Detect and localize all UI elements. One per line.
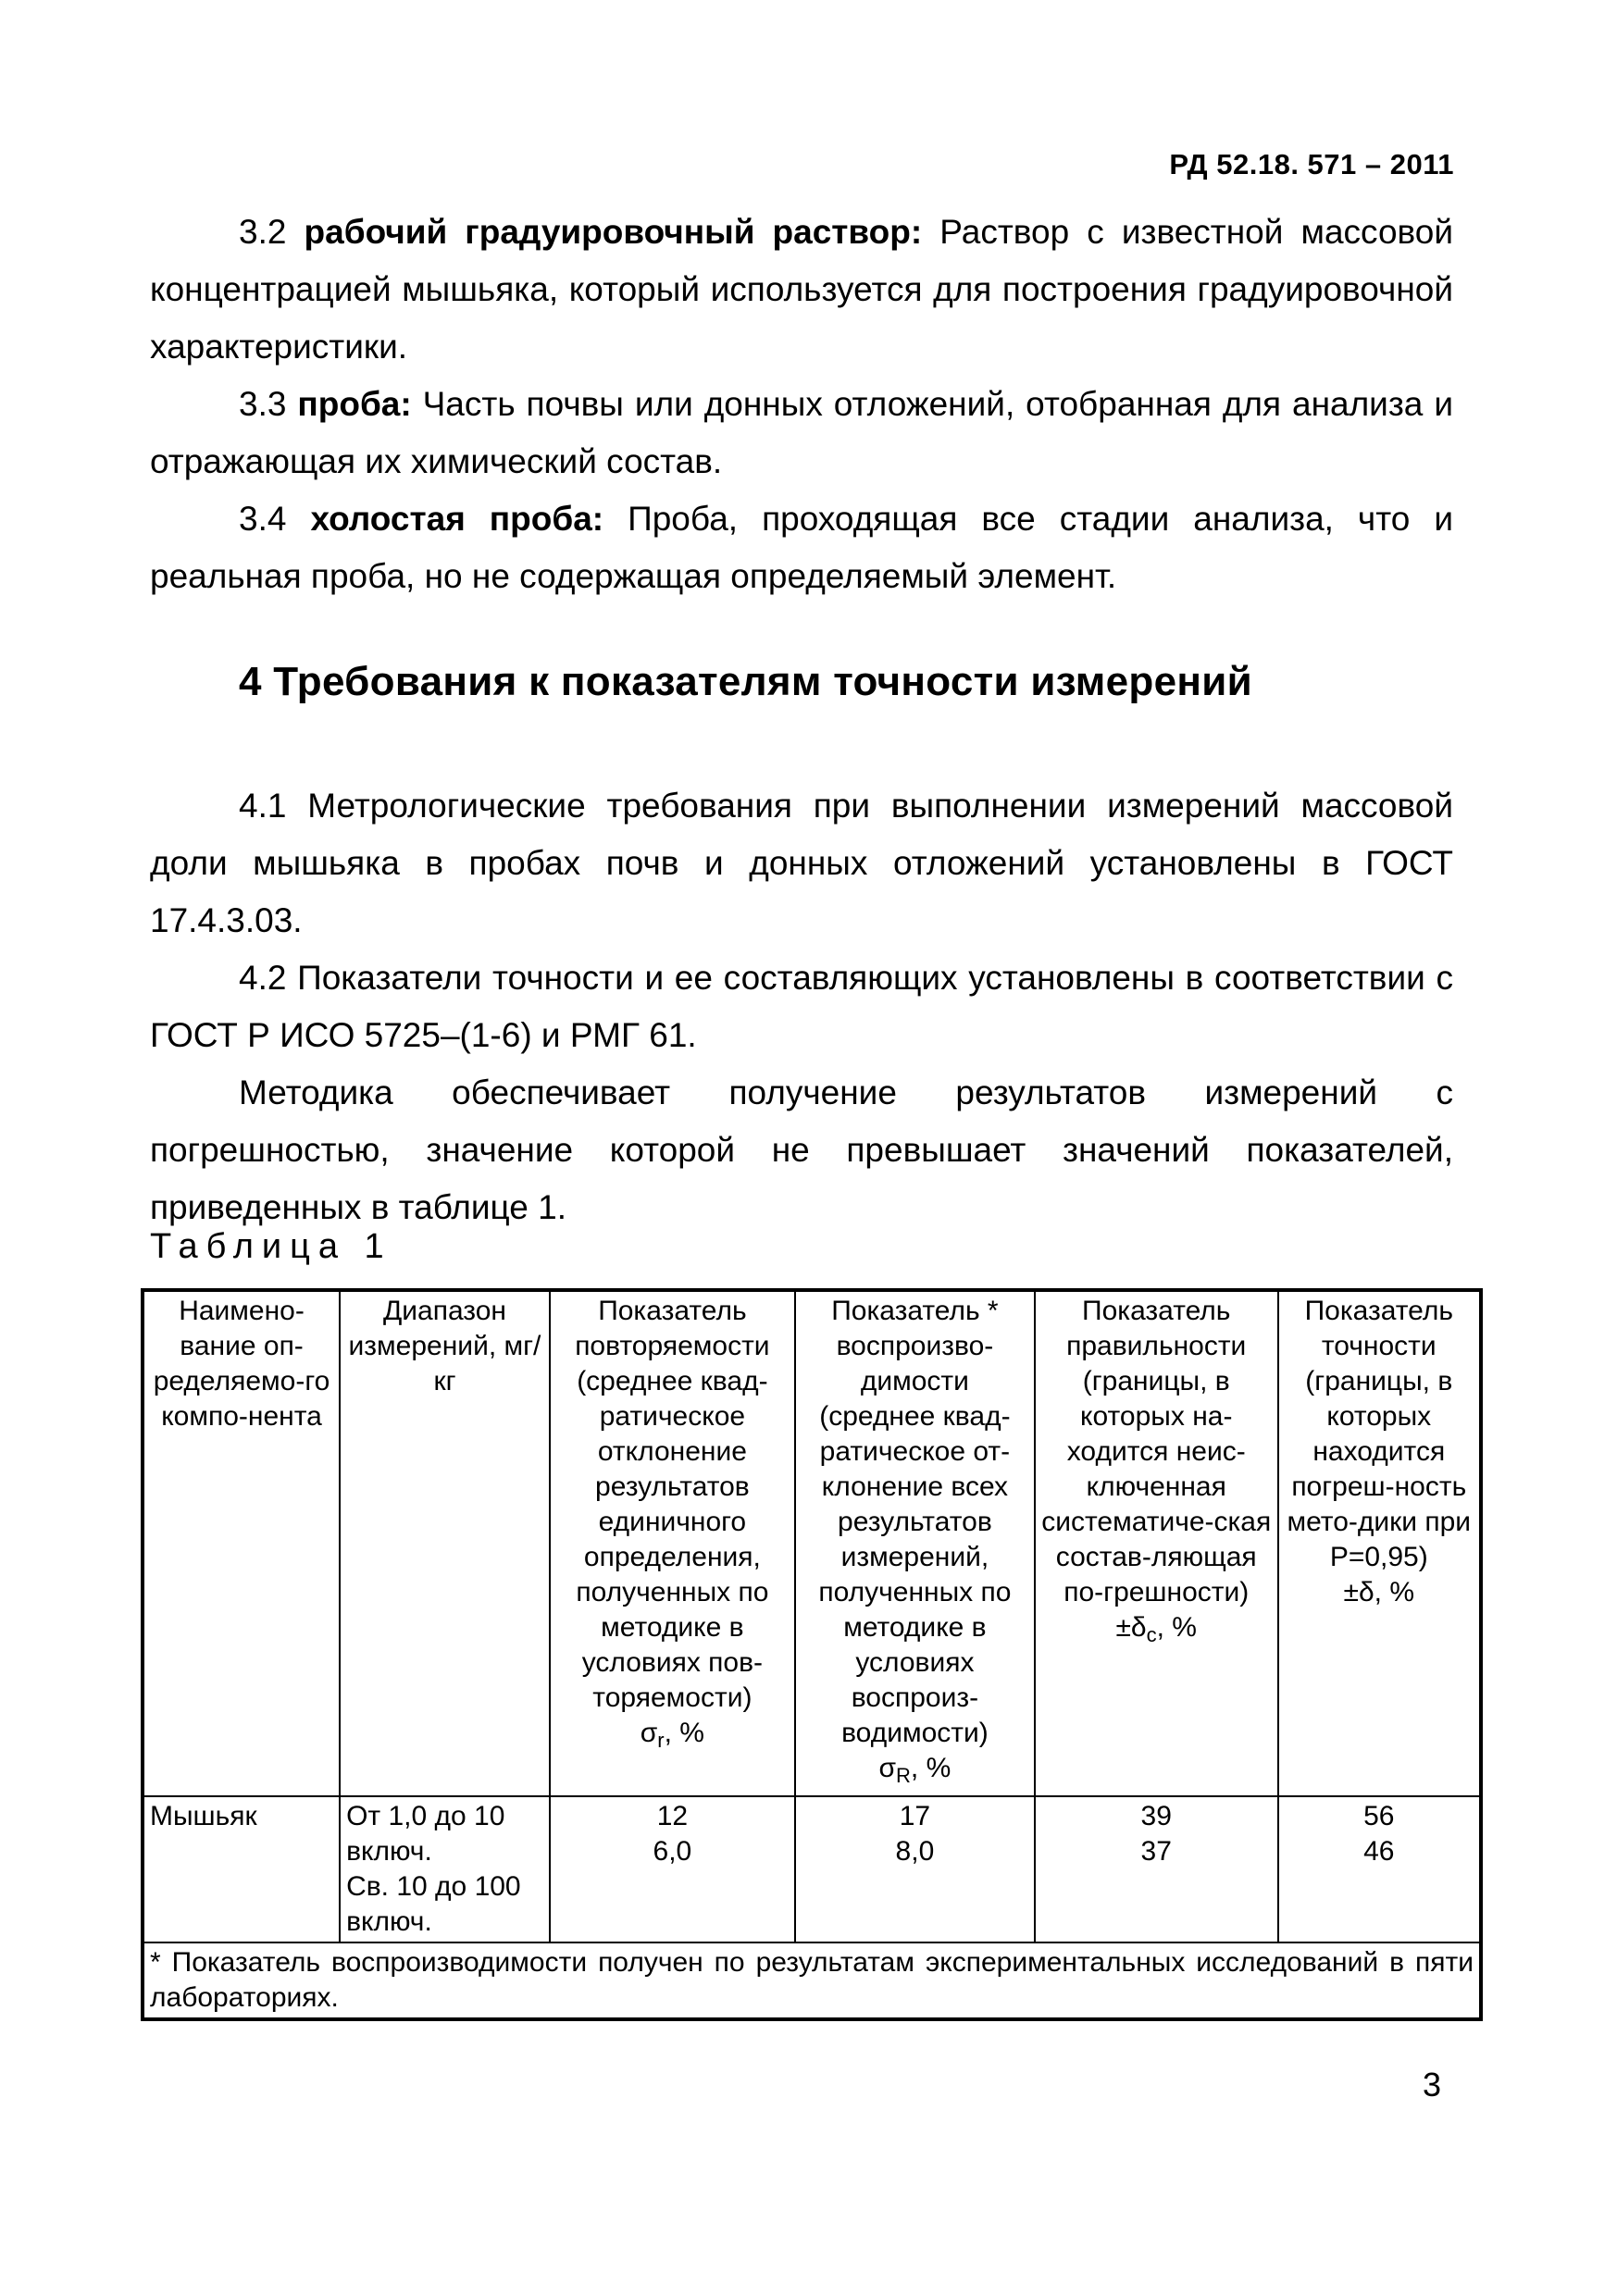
unit-percent: , % bbox=[1156, 1612, 1197, 1643]
table-header-row bbox=[143, 1290, 1481, 1796]
cell-component: Мышьяк bbox=[143, 1796, 340, 1942]
paragraph-4-1-text: 4.1 Метрологические требования при выполнении измерений массовой доли мышьяка в пробах почв и донных отложений установлены в ГОСТ 17.4.3.03. bbox=[150, 787, 1453, 939]
paragraph-3-4 bbox=[150, 490, 1453, 605]
term-title: проба: bbox=[297, 385, 412, 423]
table-footnote: * Показатель воспроизводимости получен по результатам экспериментальных исследований в пяти лабораториях. bbox=[143, 1942, 1481, 2019]
accuracy-table bbox=[141, 1288, 1483, 2021]
header-range-text: Диапазон измерений, мг/кг bbox=[348, 1296, 541, 1396]
header-correctness-text: Показатель правильности (границы, в которых на-ходится неис-ключенная систематиче-ская состав-ляющая по-грешности) bbox=[1041, 1296, 1272, 1607]
repeatability-1: 12 bbox=[656, 1801, 689, 1831]
cell-accuracy bbox=[1278, 1796, 1481, 1942]
header-reproducibility bbox=[795, 1290, 1035, 1796]
paragraph-4-1 bbox=[150, 777, 1453, 949]
delta-subscript: c bbox=[1146, 1623, 1157, 1646]
delta-symbol: ±δ, % bbox=[1343, 1577, 1415, 1607]
delta-symbol: ±δ bbox=[1115, 1612, 1147, 1643]
header-repeatability bbox=[550, 1290, 795, 1796]
repeatability-2: 6,0 bbox=[653, 1836, 692, 1867]
term-definition: Часть почвы или донных отложений, отобранная для анализа и отражающая их химический состав. bbox=[150, 385, 1453, 480]
cell-reproducibility bbox=[795, 1796, 1035, 1942]
document-code: РД 52.18. 571 – 2011 bbox=[1169, 148, 1454, 180]
term-definition: Раствор с известной массовой концентрацией мышьяка, который используется для построения градуировочной характеристики. bbox=[150, 213, 1454, 366]
table-row bbox=[143, 1796, 1481, 1942]
term-title: холостая проба: bbox=[310, 500, 604, 538]
cell-repeatability bbox=[550, 1796, 795, 1942]
paragraph-4-2-text: 4.2 Показатели точности и ее составляющих установлены в соответствии с ГОСТ Р ИСО 5725–(1-6) и РМГ 61. bbox=[150, 959, 1453, 1054]
correctness-2: 37 bbox=[1140, 1836, 1172, 1867]
correctness-1: 39 bbox=[1140, 1801, 1172, 1831]
paragraph-number: 3.4 bbox=[239, 500, 311, 538]
sigma-symbol: σ bbox=[878, 1753, 897, 1783]
cell-range bbox=[340, 1796, 550, 1942]
reproducibility-1: 17 bbox=[899, 1801, 931, 1831]
range-1: От 1,0 до 10 включ. bbox=[346, 1801, 505, 1867]
section-4-title: 4 Требования к показателям точности измерений bbox=[239, 659, 1252, 704]
accuracy-2: 46 bbox=[1363, 1836, 1395, 1867]
paragraph-3-2 bbox=[150, 204, 1453, 376]
header-component-text: Наимено-вание оп-ределяемо-го компо-нента bbox=[153, 1296, 330, 1432]
sigma-subscript: R bbox=[896, 1764, 911, 1787]
unit-percent: , % bbox=[910, 1753, 952, 1783]
sigma-subscript: r bbox=[657, 1729, 665, 1752]
header-component bbox=[143, 1290, 340, 1796]
table-footnote-row bbox=[143, 1942, 1481, 2019]
paragraph-method-text: Методика обеспечивает получение результатов измерений с погрешностью, значение которой не превышает значений показателей, приведенных в таблице 1. bbox=[150, 1074, 1453, 1226]
unit-percent: , % bbox=[664, 1718, 704, 1748]
paragraph-method bbox=[150, 1064, 1453, 1236]
header-accuracy bbox=[1278, 1290, 1481, 1796]
cell-correctness bbox=[1035, 1796, 1278, 1942]
paragraph-4-2 bbox=[150, 949, 1453, 1064]
header-reproducibility-text: Показатель * воспроизво-димости (среднее квад-ратическое от-клонение всех результатов измерений, полученных по методике в условиях воспроиз-водимости) bbox=[818, 1296, 1012, 1748]
header-accuracy-text: Показатель точности (границы, в которых находится погреш-ность мето-дики при Р=0,95) bbox=[1287, 1296, 1472, 1572]
term-title: рабочий градуировочный раствор: bbox=[304, 213, 923, 251]
paragraph-number: 3.2 bbox=[239, 213, 305, 251]
header-correctness bbox=[1035, 1290, 1278, 1796]
reproducibility-2: 8,0 bbox=[895, 1836, 935, 1867]
paragraph-3-3 bbox=[150, 376, 1453, 490]
paragraph-number: 3.3 bbox=[239, 385, 298, 423]
range-2: Св. 10 до 100 включ. bbox=[346, 1871, 521, 1937]
sigma-symbol: σ bbox=[640, 1718, 658, 1748]
accuracy-1: 56 bbox=[1363, 1801, 1395, 1831]
header-range bbox=[340, 1290, 550, 1796]
page-number: 3 bbox=[1422, 2066, 1441, 2104]
table-caption: Таблица 1 bbox=[150, 1227, 392, 1266]
header-repeatability-text: Показатель повторяемости (среднее квад-ратическое отклонение результатов единичного определения, полученных по методике в условиях пов-торяемости) bbox=[575, 1296, 770, 1713]
term-definition: Проба, проходящая все стадии анализа, что и реальная проба, но не содержащая определяемый элемент. bbox=[150, 500, 1453, 595]
